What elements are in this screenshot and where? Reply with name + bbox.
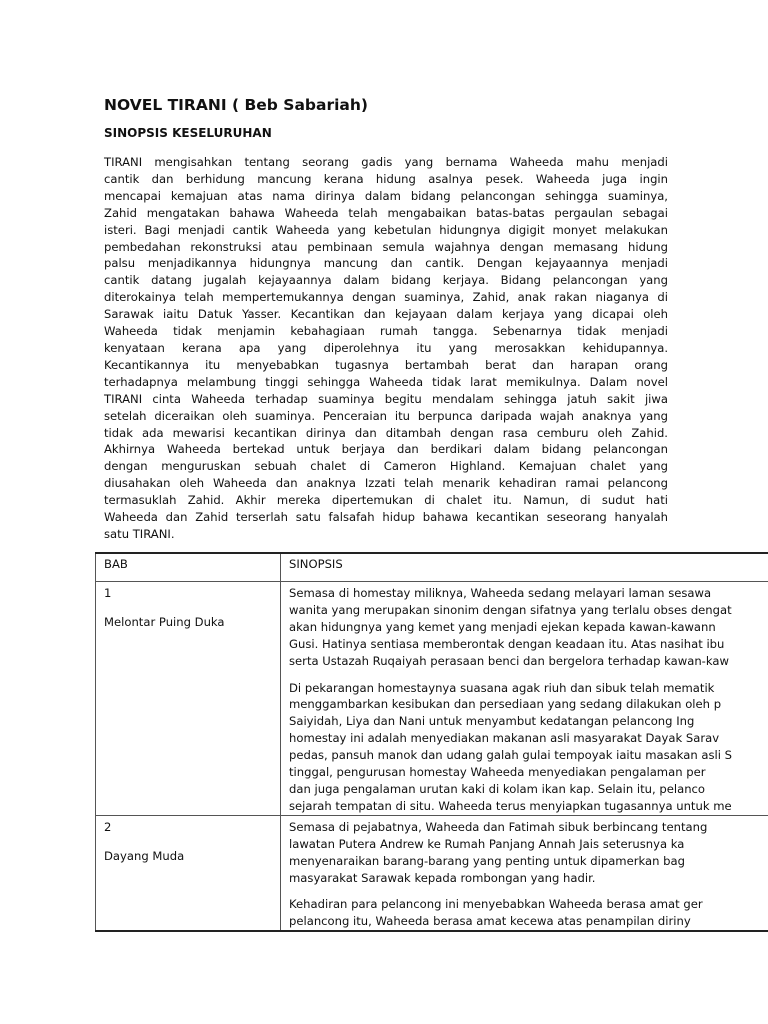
synopsis-cell-line: dan juga pengalaman urutan kaki di kolam ikan kap. Selain itu, pelanco: [289, 781, 706, 796]
synopsis-cell-line: Semasa di pejabatnya, Waheeda dan Fatimah sibuk berbincang tentang: [289, 819, 708, 834]
synopsis-cell-line: Gusi. Hatinya sentiasa memberontak dengan keadaan itu. Atas nasihat ibu: [289, 636, 725, 651]
chapter-cell: [96, 582, 281, 816]
chapter-number: 2: [104, 819, 112, 834]
synopsis-line: cantik dan berhidung mancung kerana hidung asalnya pesek. Waheeda juga ingin: [104, 171, 668, 186]
header-sinopsis: SINOPSIS: [281, 553, 768, 582]
table-row: [96, 582, 768, 816]
synopsis-cell-line: wanita yang merupakan sinonim dengan sifatnya yang terlalu obses dengat: [289, 602, 732, 617]
synopsis-line: kenyataan kerana apa yang diperolehnya itu yang merosakkan kehidupannya.: [104, 340, 668, 355]
synopsis-paragraph: [104, 154, 668, 543]
synopsis-line: Sarawak iaitu Datuk Yasser. Kecantikan dan kejayaan dalam kerjaya yang dicapai oleh: [104, 307, 668, 322]
synopsis-cell: [281, 815, 768, 931]
synopsis-cell-line: sejarah tempatan di situ. Waheeda terus menyiapkan tugasannya untuk me: [289, 798, 732, 813]
chapter-title: Dayang Muda: [104, 848, 185, 863]
synopsis-cell-text: [289, 585, 768, 815]
synopsis-cell-paragraph: [289, 680, 768, 815]
page-title: NOVEL TIRANI ( Beb Sabariah): [104, 96, 369, 114]
synopsis-line: palsu menjadikannya hidungnya mancung dan cantik. Dengan kejayaannya menjadi: [104, 256, 668, 271]
synopsis-line: satu TIRANI.: [104, 526, 175, 541]
synopsis-cell-line: tinggal, pengurusan homestay Waheeda menyediakan pengalaman per: [289, 765, 706, 780]
synopsis-cell: [281, 582, 768, 816]
chapter-number: 1: [104, 586, 112, 600]
synopsis-cell-paragraph: [289, 585, 768, 670]
chapter-cell: [96, 815, 281, 931]
synopsis-line: TIRANI cinta Waheeda terhadap suaminya begitu mendalam sehingga jatuh sakit jiwa: [104, 391, 668, 406]
table-header-row: [96, 553, 768, 582]
synopsis-cell-line: pelancong itu, Waheeda berasa amat kecewa atas penampilan diriny: [289, 914, 691, 929]
synopsis-cell-line: menggambarkan kesibukan dan persediaan yang sedang dilakukan oleh p: [289, 697, 722, 712]
synopsis-line: setelah diceraikan oleh suaminya. Penceraian itu berpunca daripada wajah anaknya yang: [104, 408, 668, 423]
synopsis-line: diterokainya telah mempertemukannya dengan suaminya, Zahid, anak rakan niaganya di: [104, 290, 668, 305]
synopsis-line: Zahid mengatakan bahawa Waheeda telah mengabaikan batas-batas pergaulan sebagai: [104, 205, 668, 220]
synopsis-cell-line: menyenaraikan barang-barang yang penting untuk dipamerkan bag: [289, 853, 685, 868]
synopsis-line: cantik datang jugalah kejayaannya dalam bidang kerjaya. Bidang pelancongan yang: [104, 273, 668, 288]
synopsis-line: termasuklah Zahid. Akhir mereka dipertemukan di chalet itu. Namun, di sudut hati: [104, 493, 668, 508]
synopsis-cell-line: pedas, pansuh manok dan udang galah gulai tempoyak iaitu masakan asli S: [289, 748, 733, 763]
synopsis-line: tidak ada mewarisi kecantikan dirinya dan ditambah dengan rasa cemburu oleh Zahid.: [104, 425, 668, 440]
synopsis-line: Waheeda tidak menjamin kebahagiaan rumah tangga. Sebenarnya tidak menjadi: [104, 324, 668, 339]
synopsis-cell-paragraph: [289, 896, 768, 930]
synopsis-cell-line: serta Ustazah Ruqaiyah perasaan benci dan bergelora terhadap kawan-kaw: [289, 653, 729, 668]
synopsis-line: pembedahan rekonstruksi atau pembinaan semula wajahnya dengan memasang hidung: [104, 239, 668, 254]
synopsis-cell-line: Saiyidah, Liya dan Nani untuk menyambut kedatangan pelancong Ing: [289, 714, 695, 729]
synopsis-line: Waheeda dan Zahid terserlah satu falsafah hidup bahawa kecantikan seseorang hanyalah: [104, 510, 668, 525]
synopsis-cell-text: [289, 819, 768, 930]
synopsis-line: diusahakan oleh Waheeda dan anaknya Izzati telah menarik kehadiran ramai pelancong: [104, 476, 668, 491]
header-bab: BAB: [96, 553, 281, 582]
synopsis-line: mencapai kemajuan atas nama dirinya dalam bidang pelancongan sehingga suaminya,: [104, 188, 668, 203]
chapter-title: Melontar Puing Duka: [104, 614, 225, 629]
synopsis-line: isteri. Bagi menjadi cantik Waheeda yang kebetulan hidungnya digigit monyet melakukan: [104, 222, 668, 237]
table-row: [96, 815, 768, 931]
synopsis-cell-paragraph: [289, 819, 768, 887]
synopsis-cell-line: akan hidungnya yang kemet yang menjadi ejekan kepada kawan-kawann: [289, 619, 716, 634]
synopsis-cell-line: Kehadiran para pelancong ini menyebabkan Waheeda berasa amat ger: [289, 897, 703, 912]
synopsis-cell-line: lawatan Putera Andrew ke Rumah Panjang Annah Jais seterusnya ka: [289, 836, 685, 851]
synopsis-line: dengan menguruskan sebuah chalet di Cameron Highland. Kemajuan chalet yang: [104, 459, 668, 474]
synopsis-cell-line: Semasa di homestay miliknya, Waheeda sedang melayari laman sesawa: [289, 586, 712, 600]
section-heading: SINOPSIS KESELURUHAN: [104, 126, 272, 140]
synopsis-line: terhadapnya melambung tinggi sehingga Waheeda tidak larat memikulnya. Dalam novel: [104, 374, 668, 389]
synopsis-line: TIRANI mengisahkan tentang seorang gadis yang bernama Waheeda mahu menjadi: [104, 155, 668, 169]
chapter-synopsis-table: [95, 552, 768, 932]
synopsis-cell-line: Di pekarangan homestaynya suasana agak riuh dan sibuk telah mematik: [289, 680, 715, 695]
synopsis-line: Kecantikannya itu menyebabkan tugasnya bertambah berat dan harapan orang: [104, 357, 668, 372]
synopsis-cell-line: masyarakat Sarawak kepada rombongan yang hadir.: [289, 870, 596, 885]
synopsis-cell-line: homestay ini adalah menyediakan makanan asli masyarakat Dayak Sarav: [289, 731, 720, 746]
synopsis-line: Akhirnya Waheeda bertekad untuk berjaya dan berdikari dalam bidang pelancongan: [104, 442, 668, 457]
